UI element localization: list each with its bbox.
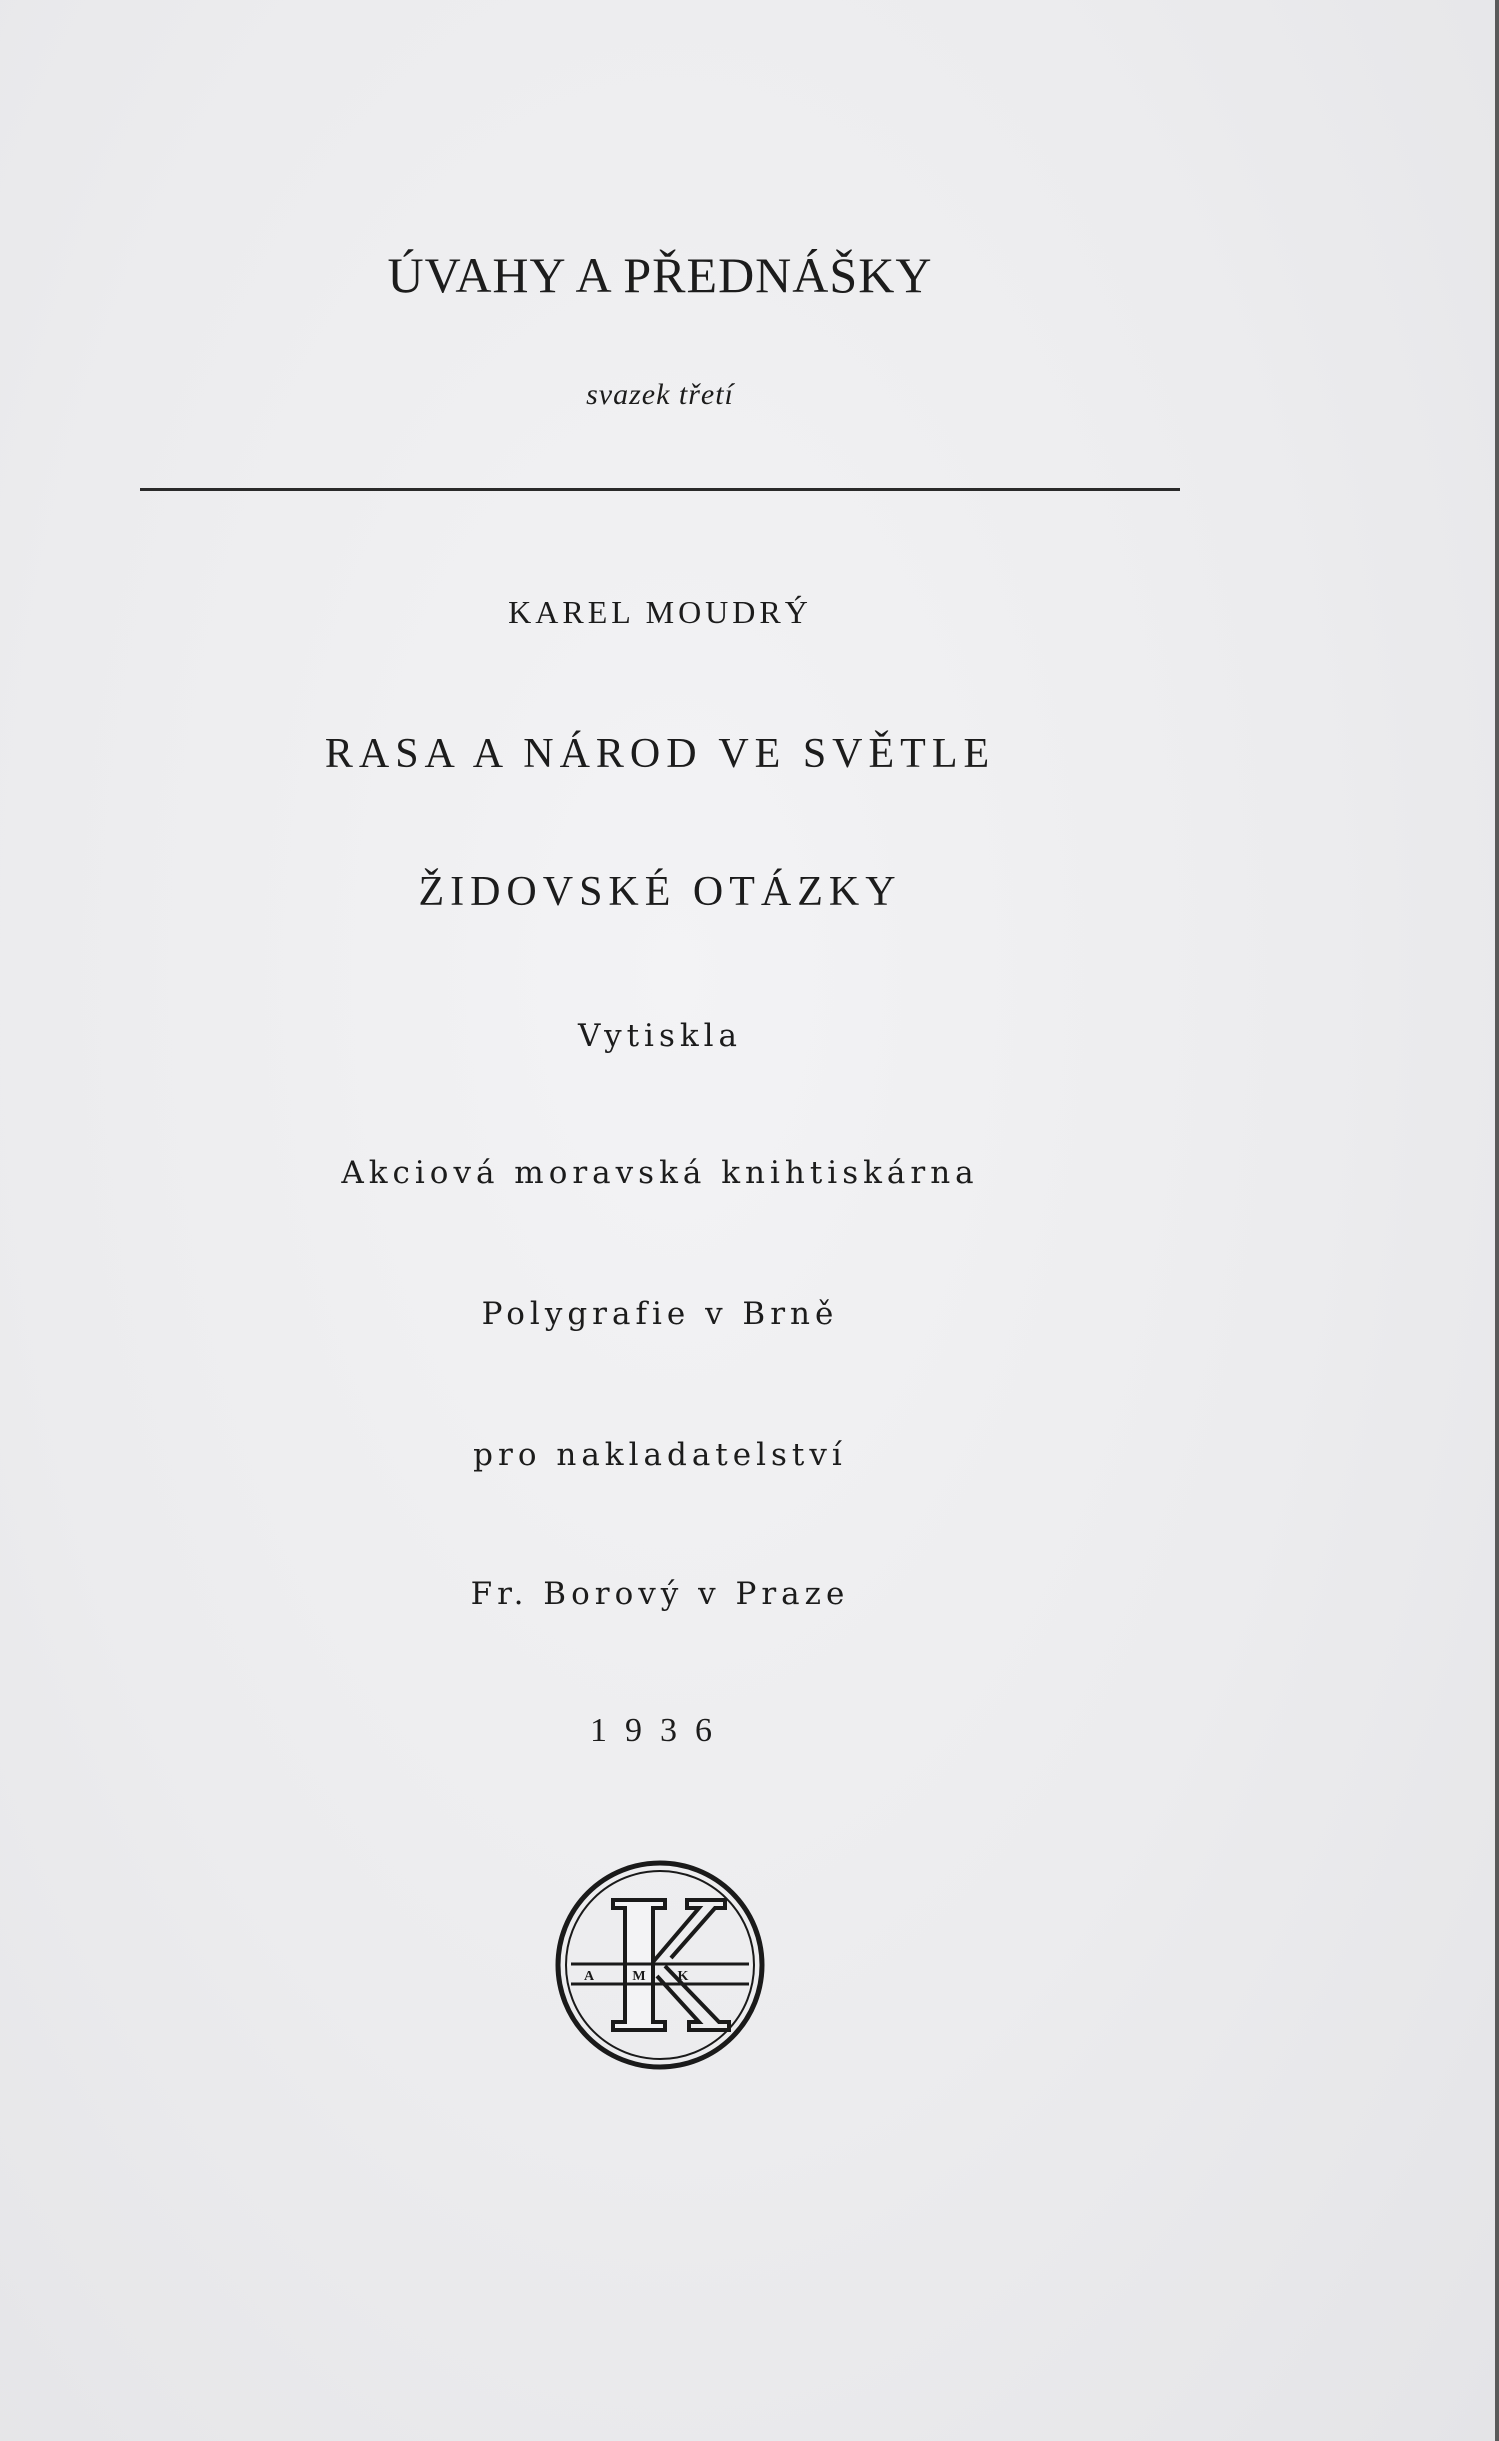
logo-letter-k: K — [677, 1969, 689, 1984]
printer-mark-k-logo — [553, 1858, 767, 2072]
author-name: KAREL MOUDRÝ — [508, 594, 812, 630]
volume-label: svazek třetí — [586, 378, 734, 411]
publisher-name: Fr. Borový v Praze — [470, 1576, 850, 1612]
printer-name: Akciová moravská knihtiskárna — [341, 1155, 979, 1191]
publication-year: 1936 — [590, 1712, 730, 1749]
logo-letter-m: M — [632, 1969, 646, 1984]
printer-location: Polygrafie v Brně — [481, 1296, 839, 1332]
logo-letter-a: A — [583, 1969, 595, 1984]
horizontal-rule — [140, 488, 1180, 491]
page-edge — [1495, 0, 1499, 2441]
printed-by-label: Vytiskla — [577, 1018, 743, 1054]
publisher-label: pro nakladatelství — [473, 1437, 847, 1473]
book-title-line-2: ŽIDOVSKÉ OTÁZKY — [418, 869, 902, 915]
series-title: ÚVAHY A PŘEDNÁŠKY — [387, 247, 933, 303]
book-title-line-1: RASA A NÁROD VE SVĚTLE — [324, 731, 996, 777]
